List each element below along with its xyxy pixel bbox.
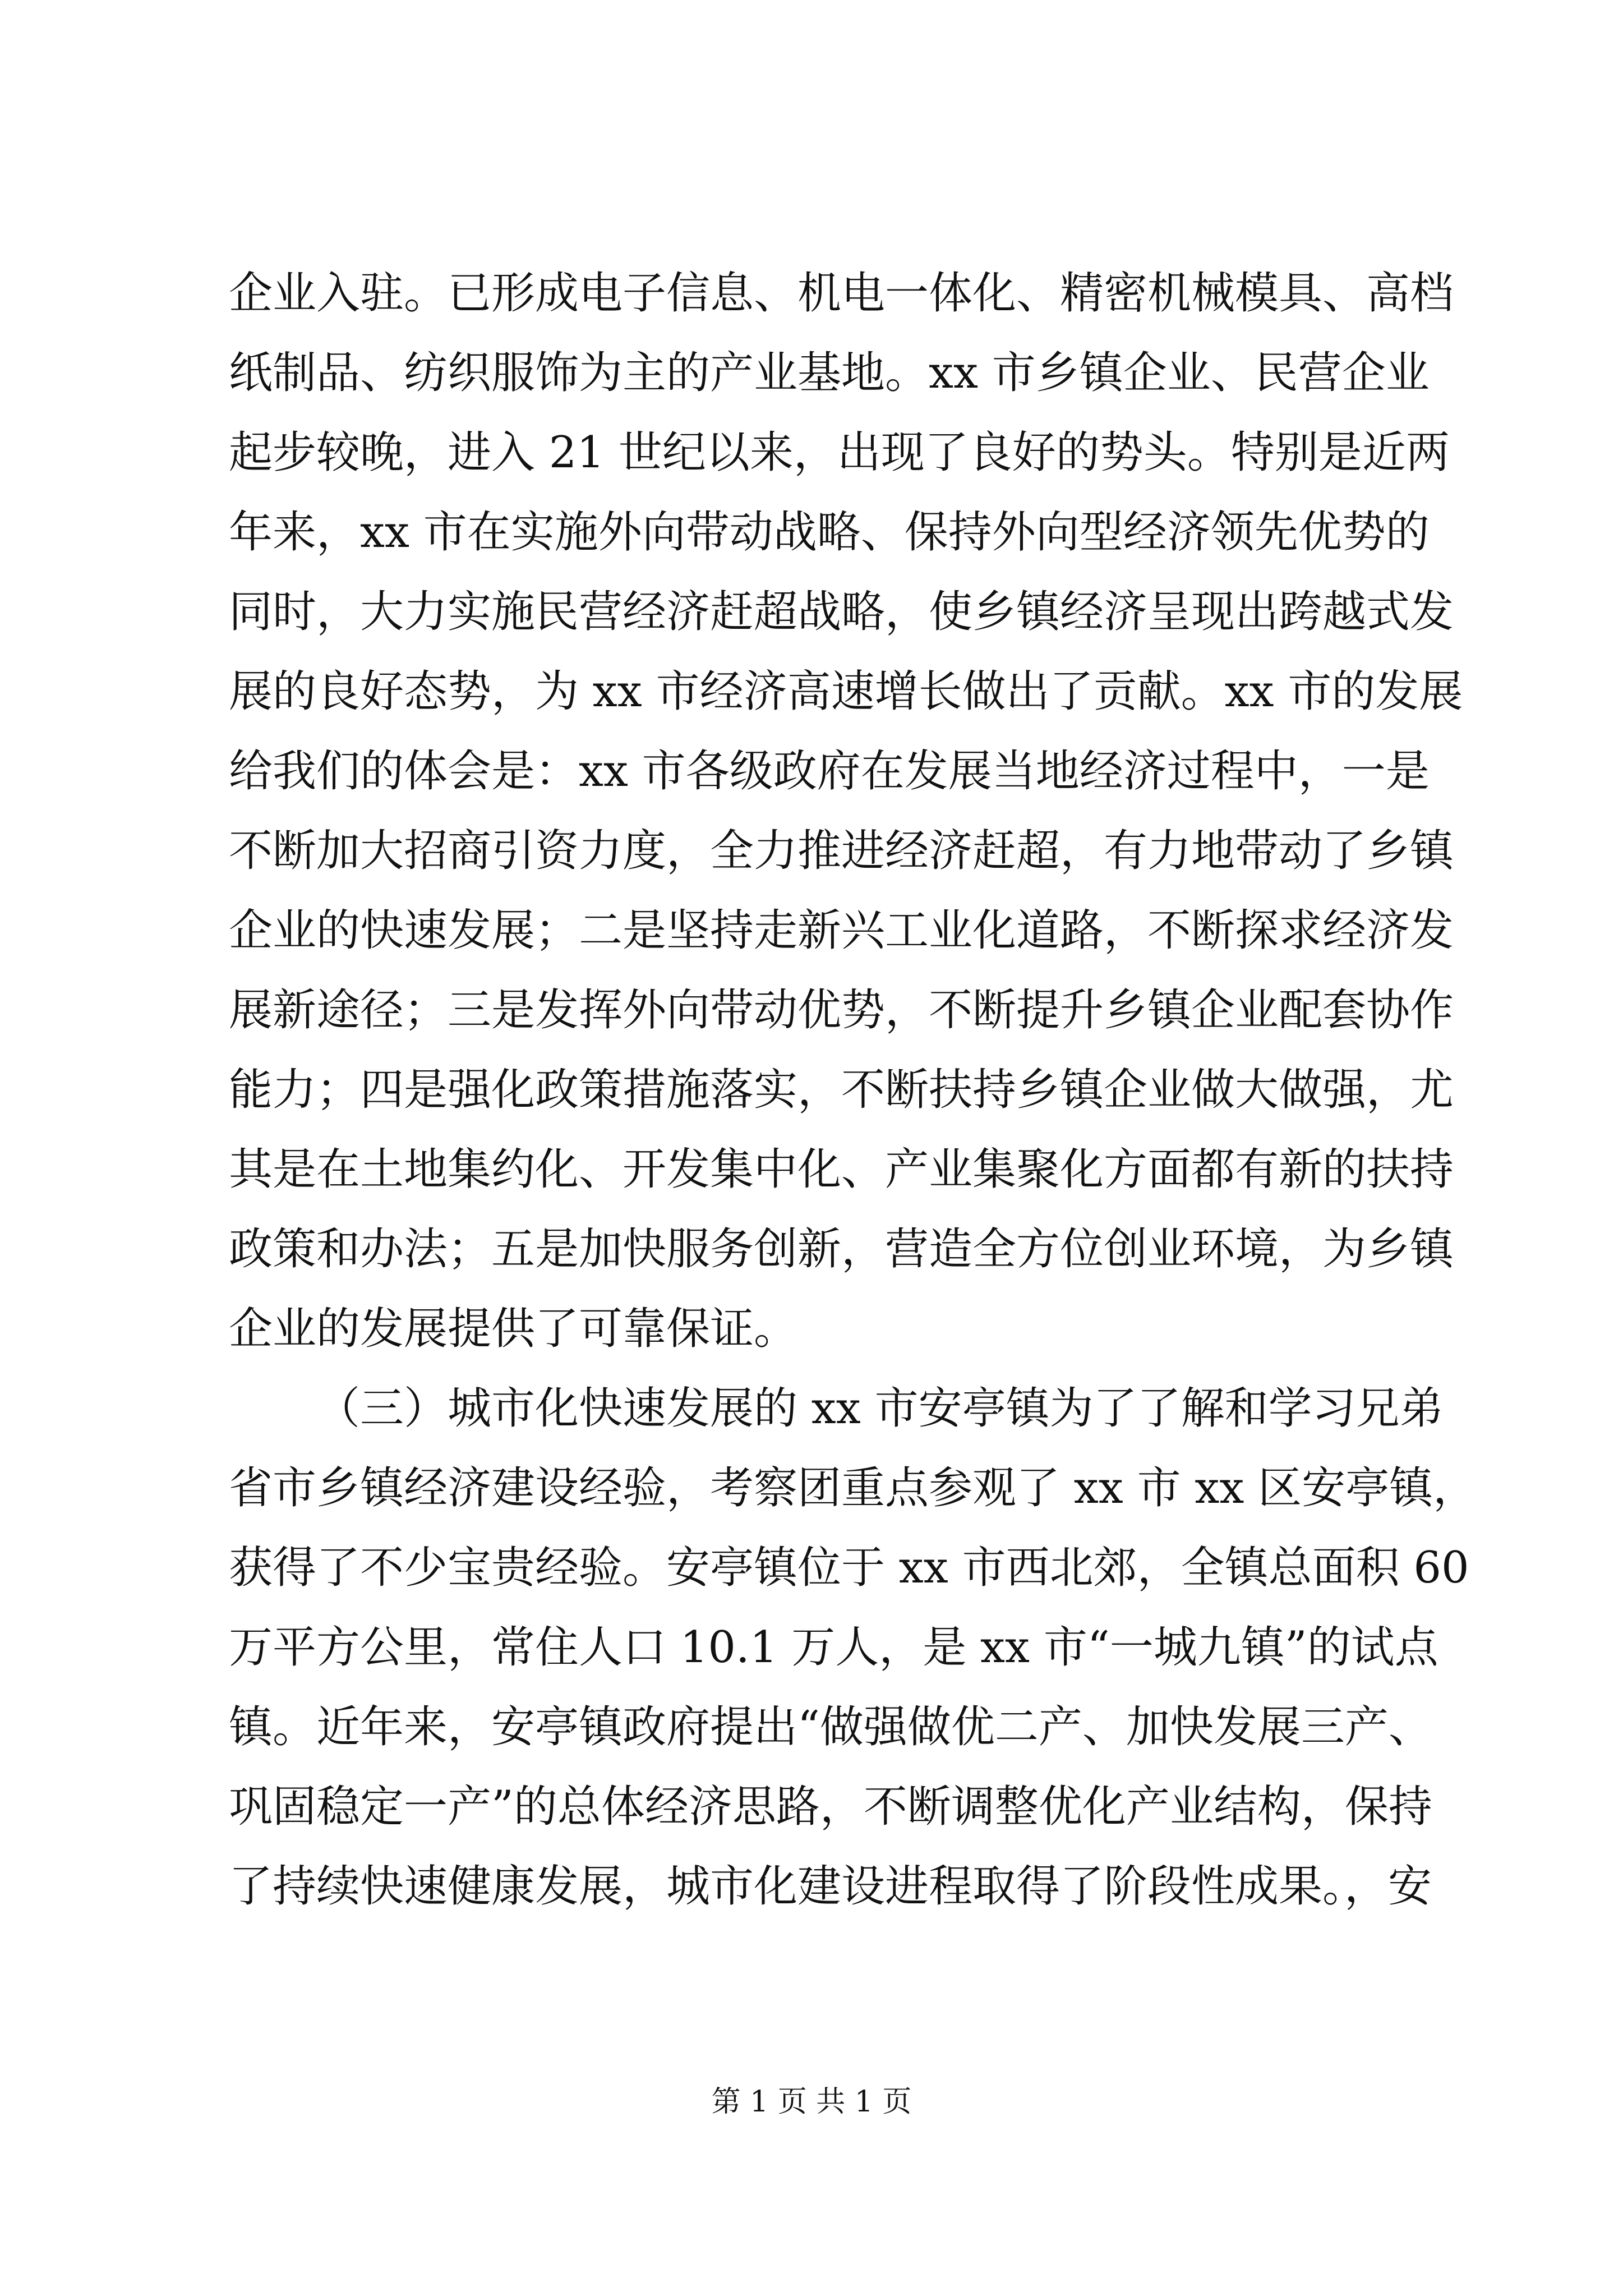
text-line: 不断加大招商引资力度，全力推进经济赶超，有力地带动了乡镇 <box>229 826 1454 876</box>
text-line: 获得了不少宝贵经验。安亭镇位于 xx 市西北郊，全镇总面积 60 <box>229 1543 1469 1593</box>
text-line: 同时，大力实施民营经济赶超战略，使乡镇经济呈现出跨越式发 <box>229 587 1454 637</box>
text-line: 展新途径；三是发挥外向带动优势，不断提升乡镇企业配套协作 <box>229 985 1454 1036</box>
section-heading-line: （三）城市化快速发展的 xx 市安亭镇为了了解和学习兄弟 <box>316 1383 1444 1434</box>
document-body <box>229 254 1477 1926</box>
text-line: 巩固稳定一产”的总体经济思路，不断调整优化产业结构，保持 <box>229 1782 1432 1832</box>
text-line: 企业的发展提供了可靠保证。 <box>229 1304 798 1354</box>
text-line: 企业入驻。已形成电子信息、机电一体化、精密机械模具、高档 <box>229 268 1454 319</box>
text-line: 镇。近年来，安亭镇政府提出“做强做优二产、加快发展三产、 <box>229 1702 1432 1752</box>
text-line: 能力；四是强化政策措施落实，不断扶持乡镇企业做大做强，尤 <box>229 1065 1454 1115</box>
text-line: 企业的快速发展；二是坚持走新兴工业化道路，不断探求经济发 <box>229 905 1454 956</box>
text-line: 起步较晚，进入 21 世纪以来，出现了良好的势头。特别是近两 <box>229 427 1450 478</box>
page-number-footer: 第 1 页 共 1 页 <box>711 2085 912 2119</box>
text-line: 政策和办法；五是加快服务创新，营造全方位创业环境，为乡镇 <box>229 1224 1454 1274</box>
text-line: 展的良好态势，为 xx 市经济高速增长做出了贡献。xx 市的发展 <box>229 666 1463 717</box>
text-line: 给我们的体会是：xx 市各级政府在发展当地经济过程中，一是 <box>229 746 1430 797</box>
text-line: 其是在土地集约化、开发集中化、产业集聚化方面都有新的扶持 <box>229 1144 1454 1195</box>
text-line: 省市乡镇经济建设经验，考察团重点参观了 xx 市 xx 区安亭镇， <box>229 1463 1477 1513</box>
text-line: 了持续快速健康发展，城市化建设进程取得了阶段性成果。，安 <box>229 1861 1432 1912</box>
text-line: 万平方公里，常住人口 10.1 万人，是 xx 市“一城九镇”的试点 <box>229 1622 1438 1673</box>
text-line: 纸制品、纺织服饰为主的产业基地。xx 市乡镇企业、民营企业 <box>229 348 1430 398</box>
text-line: 年来，xx 市在实施外向带动战略、保持外向型经济领先优势的 <box>229 507 1430 558</box>
